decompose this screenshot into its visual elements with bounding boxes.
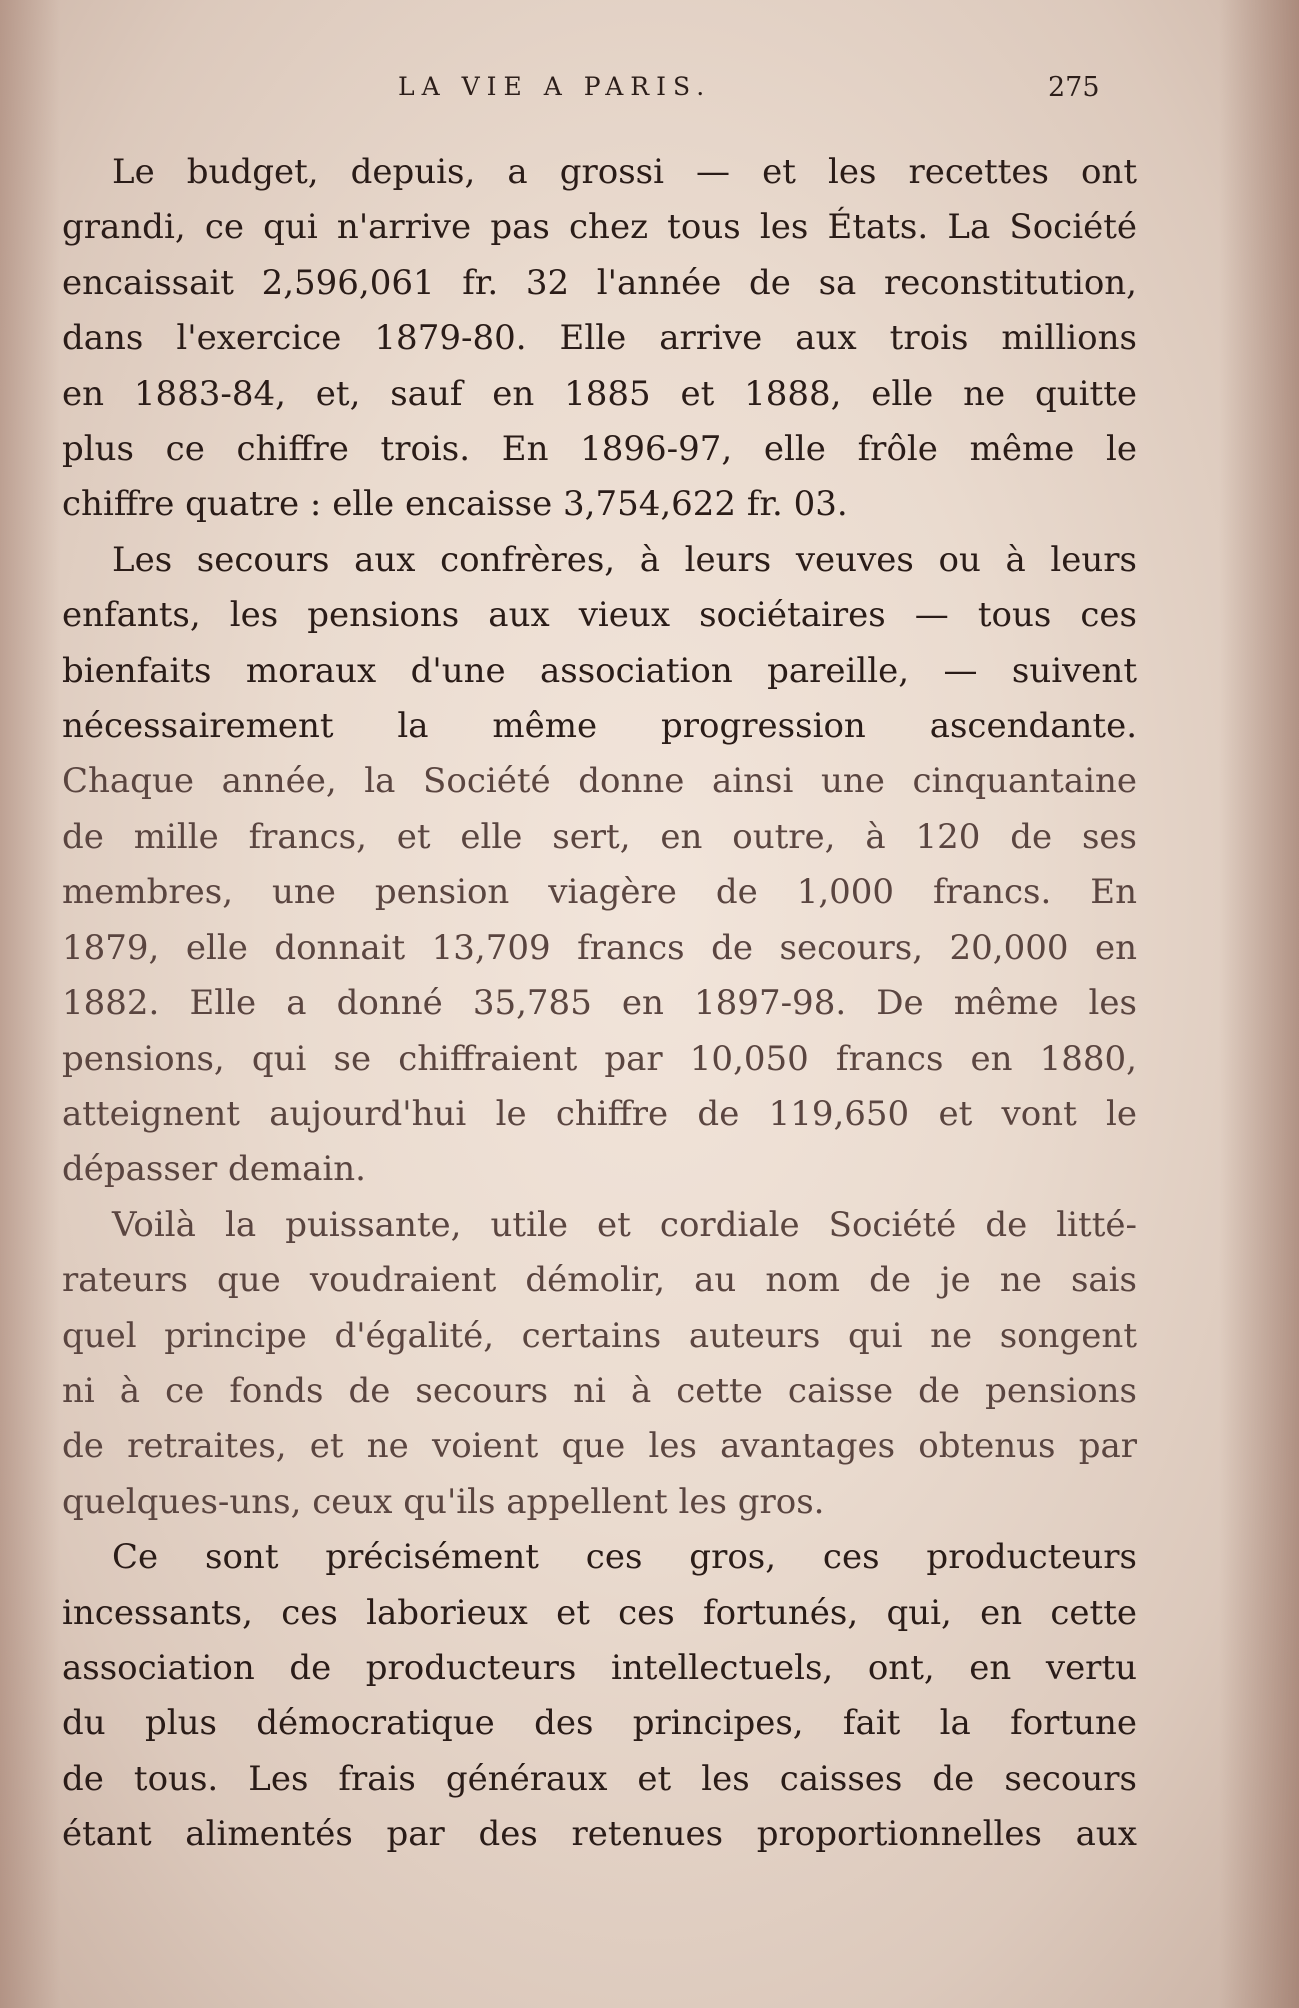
- text-line: nécessairement la même progression ascendante.: [62, 706, 1137, 747]
- text-line: Chaque année, la Société donne ainsi une cinquantaine: [62, 761, 1137, 802]
- text-line: du plus démocratique des principes, fait la fortune: [62, 1703, 1137, 1744]
- text-line: dans l'exercice 1879-80. Elle arrive aux trois millions: [62, 318, 1137, 359]
- text-line: de tous. Les frais généraux et les caisses de secours: [62, 1758, 1137, 1799]
- text-line: bienfaits moraux d'une association pareille, — suivent: [62, 650, 1137, 691]
- page-number: 275: [1048, 72, 1100, 103]
- text-line: 1879, elle donnait 13,709 francs de secours, 20,000 en: [62, 927, 1137, 968]
- running-title: LA VIE A PARIS.: [398, 72, 712, 101]
- text-line: rateurs que voudraient démolir, au nom de je ne sais: [62, 1260, 1137, 1301]
- text-line: chiffre quatre : elle encaisse 3,754,622 fr. 03.: [62, 484, 848, 525]
- paragraph-gros: [62, 1530, 1137, 1862]
- text-line: Le budget, depuis, a grossi — et les recettes ont: [112, 152, 1137, 192]
- text-line: encaissait 2,596,061 fr. 32 l'année de sa reconstitution,: [62, 262, 1137, 303]
- text-line: quelques-uns, ceux qu'ils appellent les gros.: [62, 1481, 825, 1522]
- text-line: Les secours aux confrères, à leurs veuves ou à leurs: [112, 539, 1137, 580]
- paragraph-secours: [62, 533, 1137, 1198]
- text-line: plus ce chiffre trois. En 1896-97, elle frôle même le: [62, 429, 1137, 470]
- text-line: Voilà la puissante, utile et cordiale Société de litté-: [112, 1204, 1137, 1245]
- text-line: ni à ce fonds de secours ni à cette caisse de pensions: [62, 1370, 1137, 1411]
- paragraph-voila: [62, 1198, 1137, 1530]
- page-header: [0, 72, 1299, 112]
- text-line: membres, une pension viagère de 1,000 francs. En: [62, 872, 1137, 913]
- text-line: en 1883-84, et, sauf en 1885 et 1888, elle ne quitte: [62, 373, 1137, 414]
- text-line: atteignent aujourd'hui le chiffre de 119,650 et vont le: [62, 1093, 1137, 1134]
- text-line: de retraites, et ne voient que les avantages obtenus par: [62, 1426, 1137, 1467]
- text-line: grandi, ce qui n'arrive pas chez tous les États. La Société: [62, 207, 1137, 248]
- text-line: association de producteurs intellectuels, ont, en vertu: [62, 1647, 1137, 1688]
- text-line: pensions, qui se chiffraient par 10,050 francs en 1880,: [62, 1038, 1137, 1079]
- text-line: incessants, ces laborieux et ces fortunés, qui, en cette: [62, 1592, 1137, 1633]
- text-line: de mille francs, et elle sert, en outre, à 120 de ses: [62, 816, 1137, 857]
- text-line: quel principe d'égalité, certains auteurs qui ne songent: [62, 1315, 1137, 1356]
- text-body: [62, 145, 1137, 1863]
- text-line: étant alimentés par des retenues proportionnelles aux: [62, 1814, 1137, 1855]
- text-line: 1882. Elle a donné 35,785 en 1897-98. De même les: [62, 983, 1137, 1024]
- text-line: Ce sont précisément ces gros, ces producteurs: [112, 1537, 1137, 1578]
- text-line: enfants, les pensions aux vieux sociétaires — tous ces: [62, 595, 1137, 636]
- text-line: dépasser demain.: [62, 1149, 366, 1190]
- paragraph-budget: [62, 145, 1137, 533]
